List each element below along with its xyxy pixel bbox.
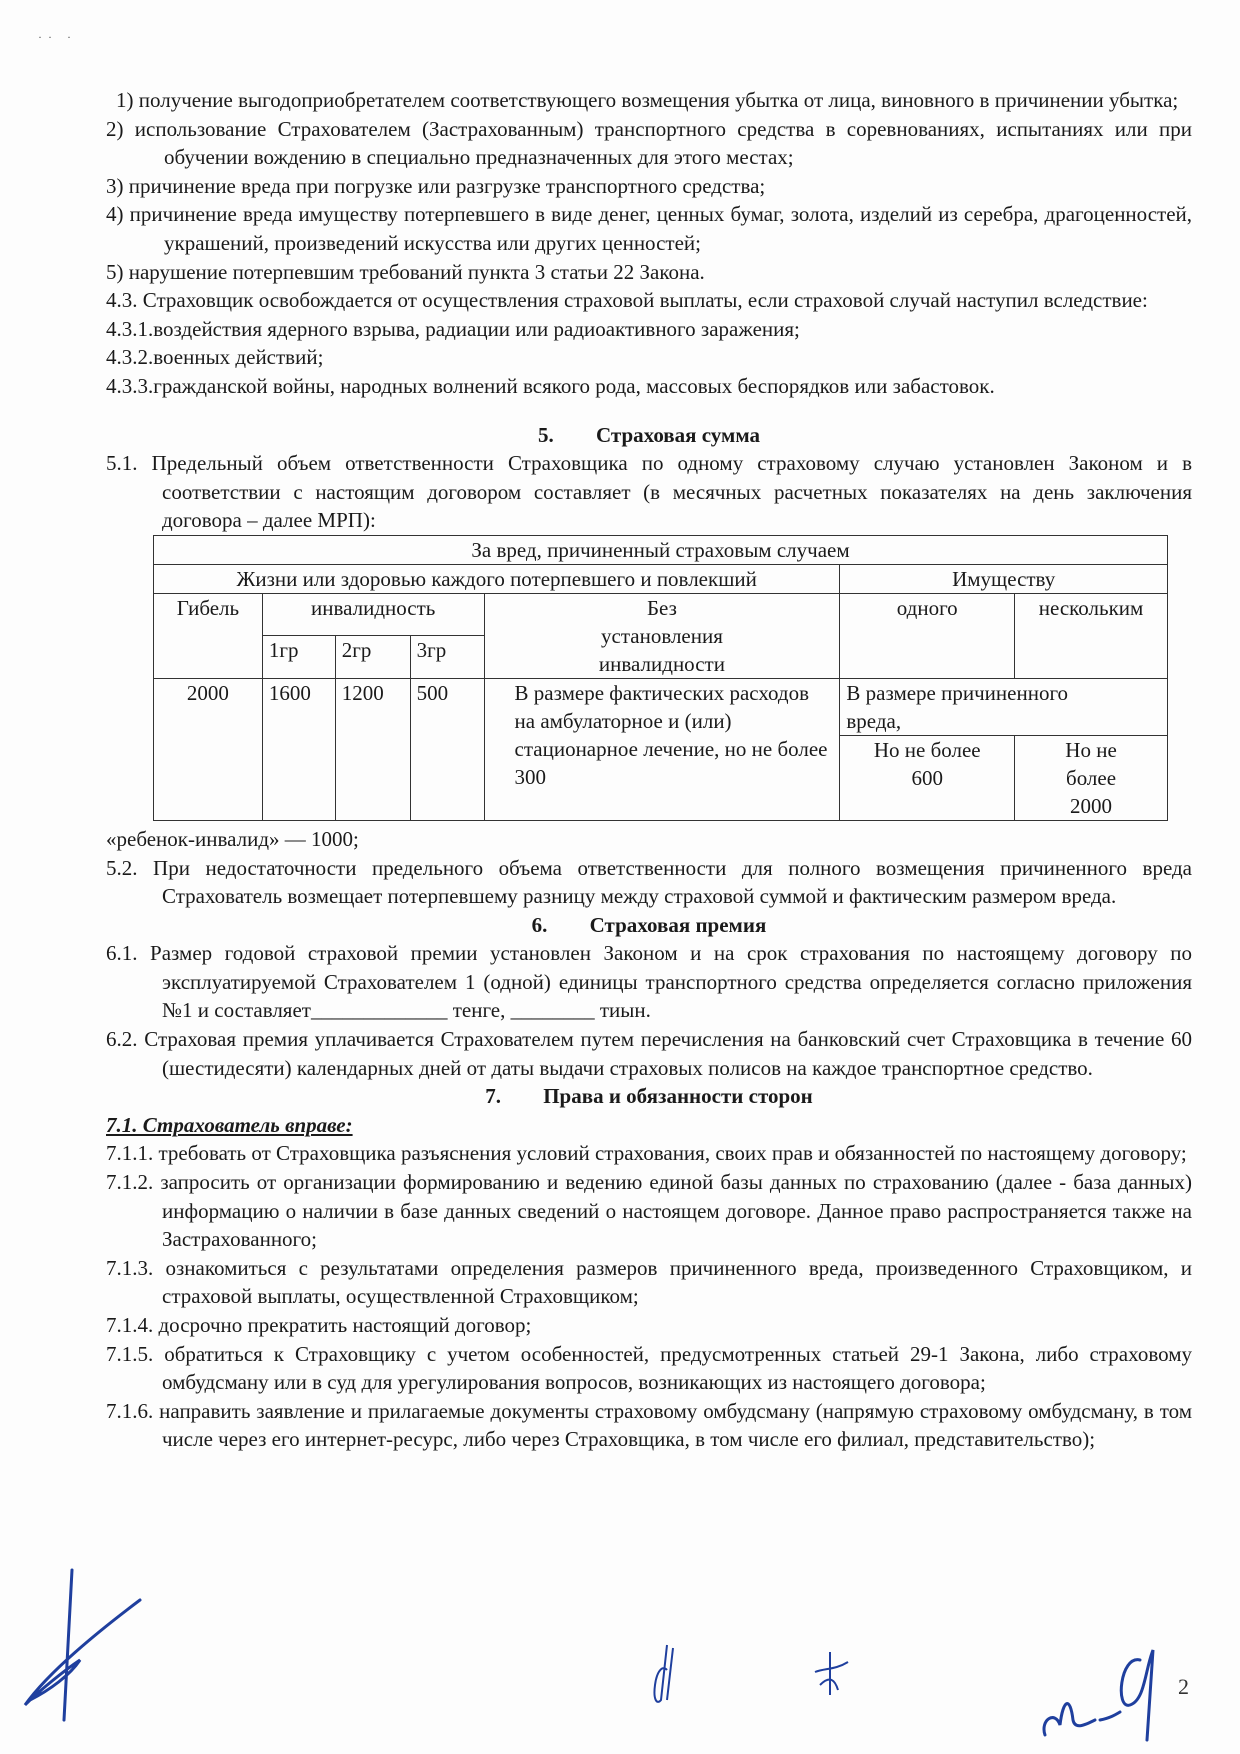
clause-5-2: 5.2. При недостаточности предельного объема ответственности для полного возмещения причиненного вреда Страхователь возмещает потерпевшему разницу между страховой суммой и фактическим размером вреда.: [106, 855, 1192, 909]
val-property-common: В размере причиненного вреда,: [840, 678, 1168, 735]
col-gr3: 3гр: [410, 636, 484, 679]
signature-left-icon: [10, 1560, 150, 1740]
clause-6-1: 6.1. Размер годовой страховой премии установлен Законом и на срок страхования по настоящему договору по эксплуатируемой Страхователем 1 (одной) единицы транспортного средства определяется согласно приложения №1 и составляет_____________ тенге, ________ тиын.: [106, 941, 1193, 1023]
scan-corner-marks: ·· ·: [38, 30, 77, 44]
clause-4-3-3: 4.3.3.гражданской войны, народных волнений всякого рода, массовых беспорядков или забастовок.: [106, 373, 995, 398]
val-several: Но не более 2000: [1015, 735, 1168, 820]
col-no-disability: Без установления инвалидности: [484, 593, 840, 678]
section-7-heading: 7. Права и обязанности сторон: [485, 1084, 813, 1109]
clause-7-1-5: 7.1.5. обратиться к Страховщику с учетом особенностей, предусмотренных статьей 29-1 Закона, либо страховому омбудсману или в суд для урегулирования вопросов, возникающих из настоящего договора;: [106, 1341, 1192, 1395]
clause-7-1-2: 7.1.2. запросить от организации формированию и ведению единой базы данных по страхованию (далее - база данных) информацию о наличии в базе данных сведений о настоящем договоре. Данное право распространяется также на Застрахованного;: [106, 1170, 1192, 1252]
list-item: 1) получение выгодоприобретателем соответствующего возмещения убытка от лица, виновного в причинении убытка;: [116, 88, 1179, 112]
list-item: 4) причинение вреда имуществу потерпевшего в виде денег, ценных бумаг, золота, изделий из серебра, драгоценностей, украшений, произведений искусства или других ценностей;: [106, 202, 1193, 255]
document-body: [106, 86, 1192, 1454]
list-item: 5) нарушение потерпевшим требований пункта 3 статьи 22 Закона.: [106, 259, 705, 284]
table-group-life: Жизни или здоровью каждого потерпевшего и повлекший: [154, 564, 840, 593]
initials-mark-2-icon: [810, 1650, 850, 1700]
clause-4-3: 4.3. Страховщик освобождается от осуществления страховой выплаты, если страховой случай наступил вследствие:: [106, 288, 1148, 313]
page-number: 2: [1178, 1674, 1189, 1699]
clause-7-1-3: 7.1.3. ознакомиться с результатами определения размеров причиненного вреда, произведенного Страховщиком, и страховой выплаты, осуществленной Страховщиком;: [106, 1255, 1192, 1309]
table-group-property: Имуществу: [840, 564, 1168, 593]
table-title: За вред, причиненный страховым случаем: [154, 535, 1168, 564]
list-item: 3) причинение вреда при погрузке или разгрузке транспортного средства;: [106, 173, 766, 198]
section-5-heading: 5. Страховая сумма: [537, 422, 760, 447]
signature-right-icon: [1035, 1640, 1175, 1750]
clause-7-1-4: 7.1.4. досрочно прекратить настоящий договор;: [106, 1313, 532, 1337]
initials-mark-1-icon: [645, 1640, 685, 1710]
col-disability: инвалидность: [262, 593, 484, 636]
clause-4-3-2: 4.3.2.военных действий;: [106, 345, 324, 370]
val-gr3: 500: [410, 678, 484, 820]
section-7-1-subheading: 7.1. Страхователь вправе:: [106, 1112, 353, 1137]
col-several: нескольким: [1015, 593, 1168, 678]
clause-5-1: 5.1. Предельный объем ответственности Страховщика по одному страховому случаю установлен Законом и в соответствии с настоящим договором составляет (в месячных расчетных показателях на день заключения договора – далее МРП):: [106, 451, 1193, 533]
col-gr2: 2гр: [335, 636, 410, 679]
liability-limits-table: [153, 535, 1168, 821]
val-no-disability: В размере фактических расходов на амбулаторное и (или) стационарное лечение, но не более 300: [484, 678, 840, 820]
section-6-heading: 6. Страховая премия: [531, 912, 767, 937]
val-one: Но не более 600: [840, 735, 1015, 820]
list-item: 2) использование Страхователем (Застрахованным) транспортного средства в соревнованиях, испытаниях или при обучении вождению в специально предназначенных для этого местах;: [106, 116, 1192, 170]
col-death: Гибель: [154, 593, 263, 678]
col-gr1: 1гр: [262, 636, 335, 679]
val-gr1: 1600: [262, 678, 335, 820]
clause-7-1-1: 7.1.1. требовать от Страховщика разъяснения условий страхования, своих прав и обязанностей по настоящему договору;: [106, 1141, 1187, 1166]
val-gr2: 1200: [335, 678, 410, 820]
clause-7-1-6: 7.1.6. направить заявление и прилагаемые документы страховому омбудсману (напрямую страховому омбудсману, в том числе через его интернет-ресурс, либо через Страховщика, в том числе его филиал, представительство);: [106, 1398, 1192, 1452]
clause-4-3-1: 4.3.1.воздействия ядерного взрыва, радиации или радиоактивного заражения;: [106, 316, 800, 341]
col-one: одного: [840, 593, 1015, 678]
clause-6-2: 6.2. Страховая премия уплачивается Страхователем путем перечисления на банковский счет Страховщика в течение 60 (шестидесяти) календарных дней от даты выдачи страховых полисов на каждое транспортное средство.: [106, 1027, 1193, 1080]
val-death: 2000: [154, 678, 263, 820]
child-disabled-note: «ребенок-инвалид» — 1000;: [106, 826, 359, 851]
